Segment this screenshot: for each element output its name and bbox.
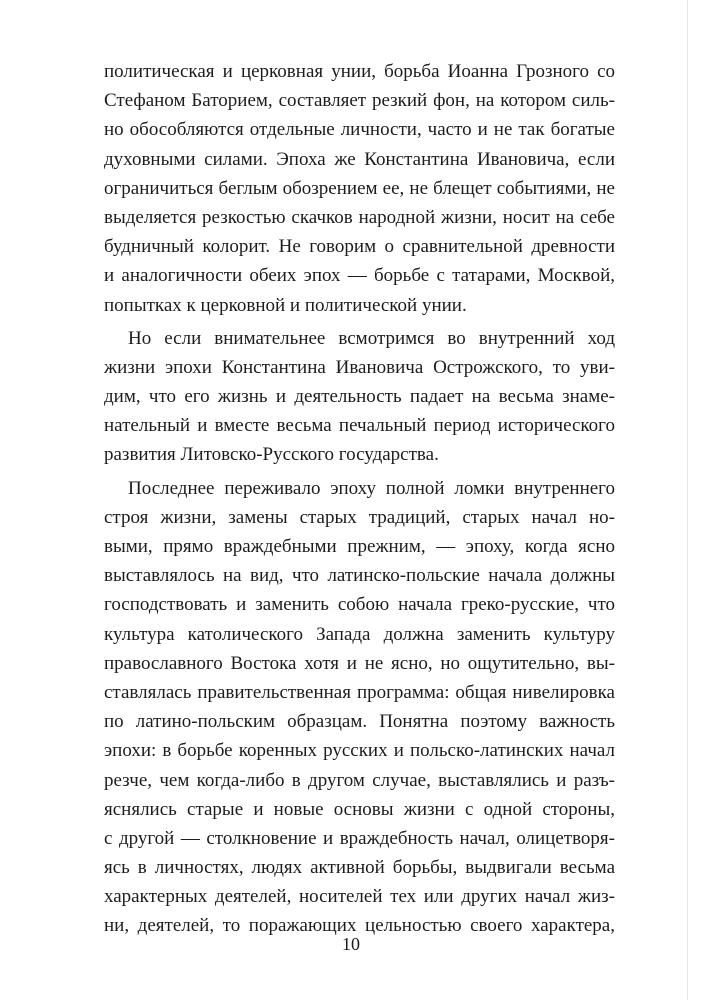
text-line: развития Литовско-Русского государства.	[104, 444, 439, 466]
text-line: дим, что его жизнь и деятельность падает на весьма знаме-	[104, 386, 615, 408]
paragraph	[104, 324, 615, 470]
text-line: ясь в личностях, людях активной борьбы, выдвигали весьма	[104, 857, 615, 879]
text-line: по латино-польским образцам. Понятна поэтому важность	[104, 711, 615, 733]
page-edge-line	[687, 0, 688, 1000]
text-line: и аналогичности обеих эпох — борьбе с татарами, Москвой,	[104, 265, 615, 287]
text-line: Последнее переживало эпоху полной ломки внутреннего	[128, 477, 615, 499]
text-line: резче, чем когда-либо в другом случае, выставлялись и разъ-	[104, 769, 615, 791]
text-line: господствовать и заменить собою начала греко-русские, что	[104, 594, 615, 616]
text-line: духовными силами. Эпоха же Константина Ивановича, если	[104, 148, 615, 170]
text-line: Но если внимательнее всмотримся во внутренний ход	[128, 327, 615, 349]
page-number: 10	[342, 934, 360, 954]
text-line: православного Востока хотя и не ясно, но ощутительно, вы-	[104, 652, 615, 674]
text-line: но обособляются отдельные личности, часто и не так богатые	[104, 119, 615, 141]
text-line: будничный колорит. Не говорим о сравнительной древности	[104, 236, 615, 258]
text-line: ни, деятелей, то поражающих цельностью своего характера,	[104, 915, 615, 937]
text-line: эпохи: в борьбе коренных русских и польско-латинских начал	[104, 740, 615, 762]
text-line: с другой — столкновение и враждебность начал, олицетворя-	[104, 827, 615, 849]
text-line: выставлялось на вид, что латинско-польские начала должны	[104, 565, 615, 587]
body-text	[104, 57, 615, 941]
text-line: строя жизни, замены старых традиций, старых начал но-	[104, 506, 615, 528]
paragraph	[104, 474, 615, 941]
text-line: попытках к церковной и политической унии.	[104, 294, 467, 316]
text-line: выми, прямо враждебными прежним, — эпоху, когда ясно	[104, 536, 615, 557]
text-line: жизни эпохи Константина Ивановича Острожского, то уви-	[104, 356, 615, 378]
text-line: нательный и вместе весьма печальный период исторического	[104, 415, 615, 437]
paragraph	[104, 57, 615, 320]
text-line: выделяется резкостью скачков народной жизни, носит на себе	[104, 206, 615, 228]
text-line: Стефаном Баторием, составляет резкий фон, на котором силь-	[104, 90, 615, 112]
text-line: яснялись старые и новые основы жизни с одной стороны,	[104, 798, 615, 820]
text-line: политическая и церковная унии, борьба Иоанна Грозного со	[104, 61, 615, 82]
text-line: ограничиться беглым обозрением ее, не блещет событиями, не	[104, 177, 615, 199]
text-line: культура католического Запада должна заменить культуру	[104, 623, 615, 645]
text-line: характерных деятелей, носителей тех или других начал жиз-	[104, 886, 615, 908]
text-line: ставлялась правительственная программа: общая нивелировка	[104, 681, 615, 703]
